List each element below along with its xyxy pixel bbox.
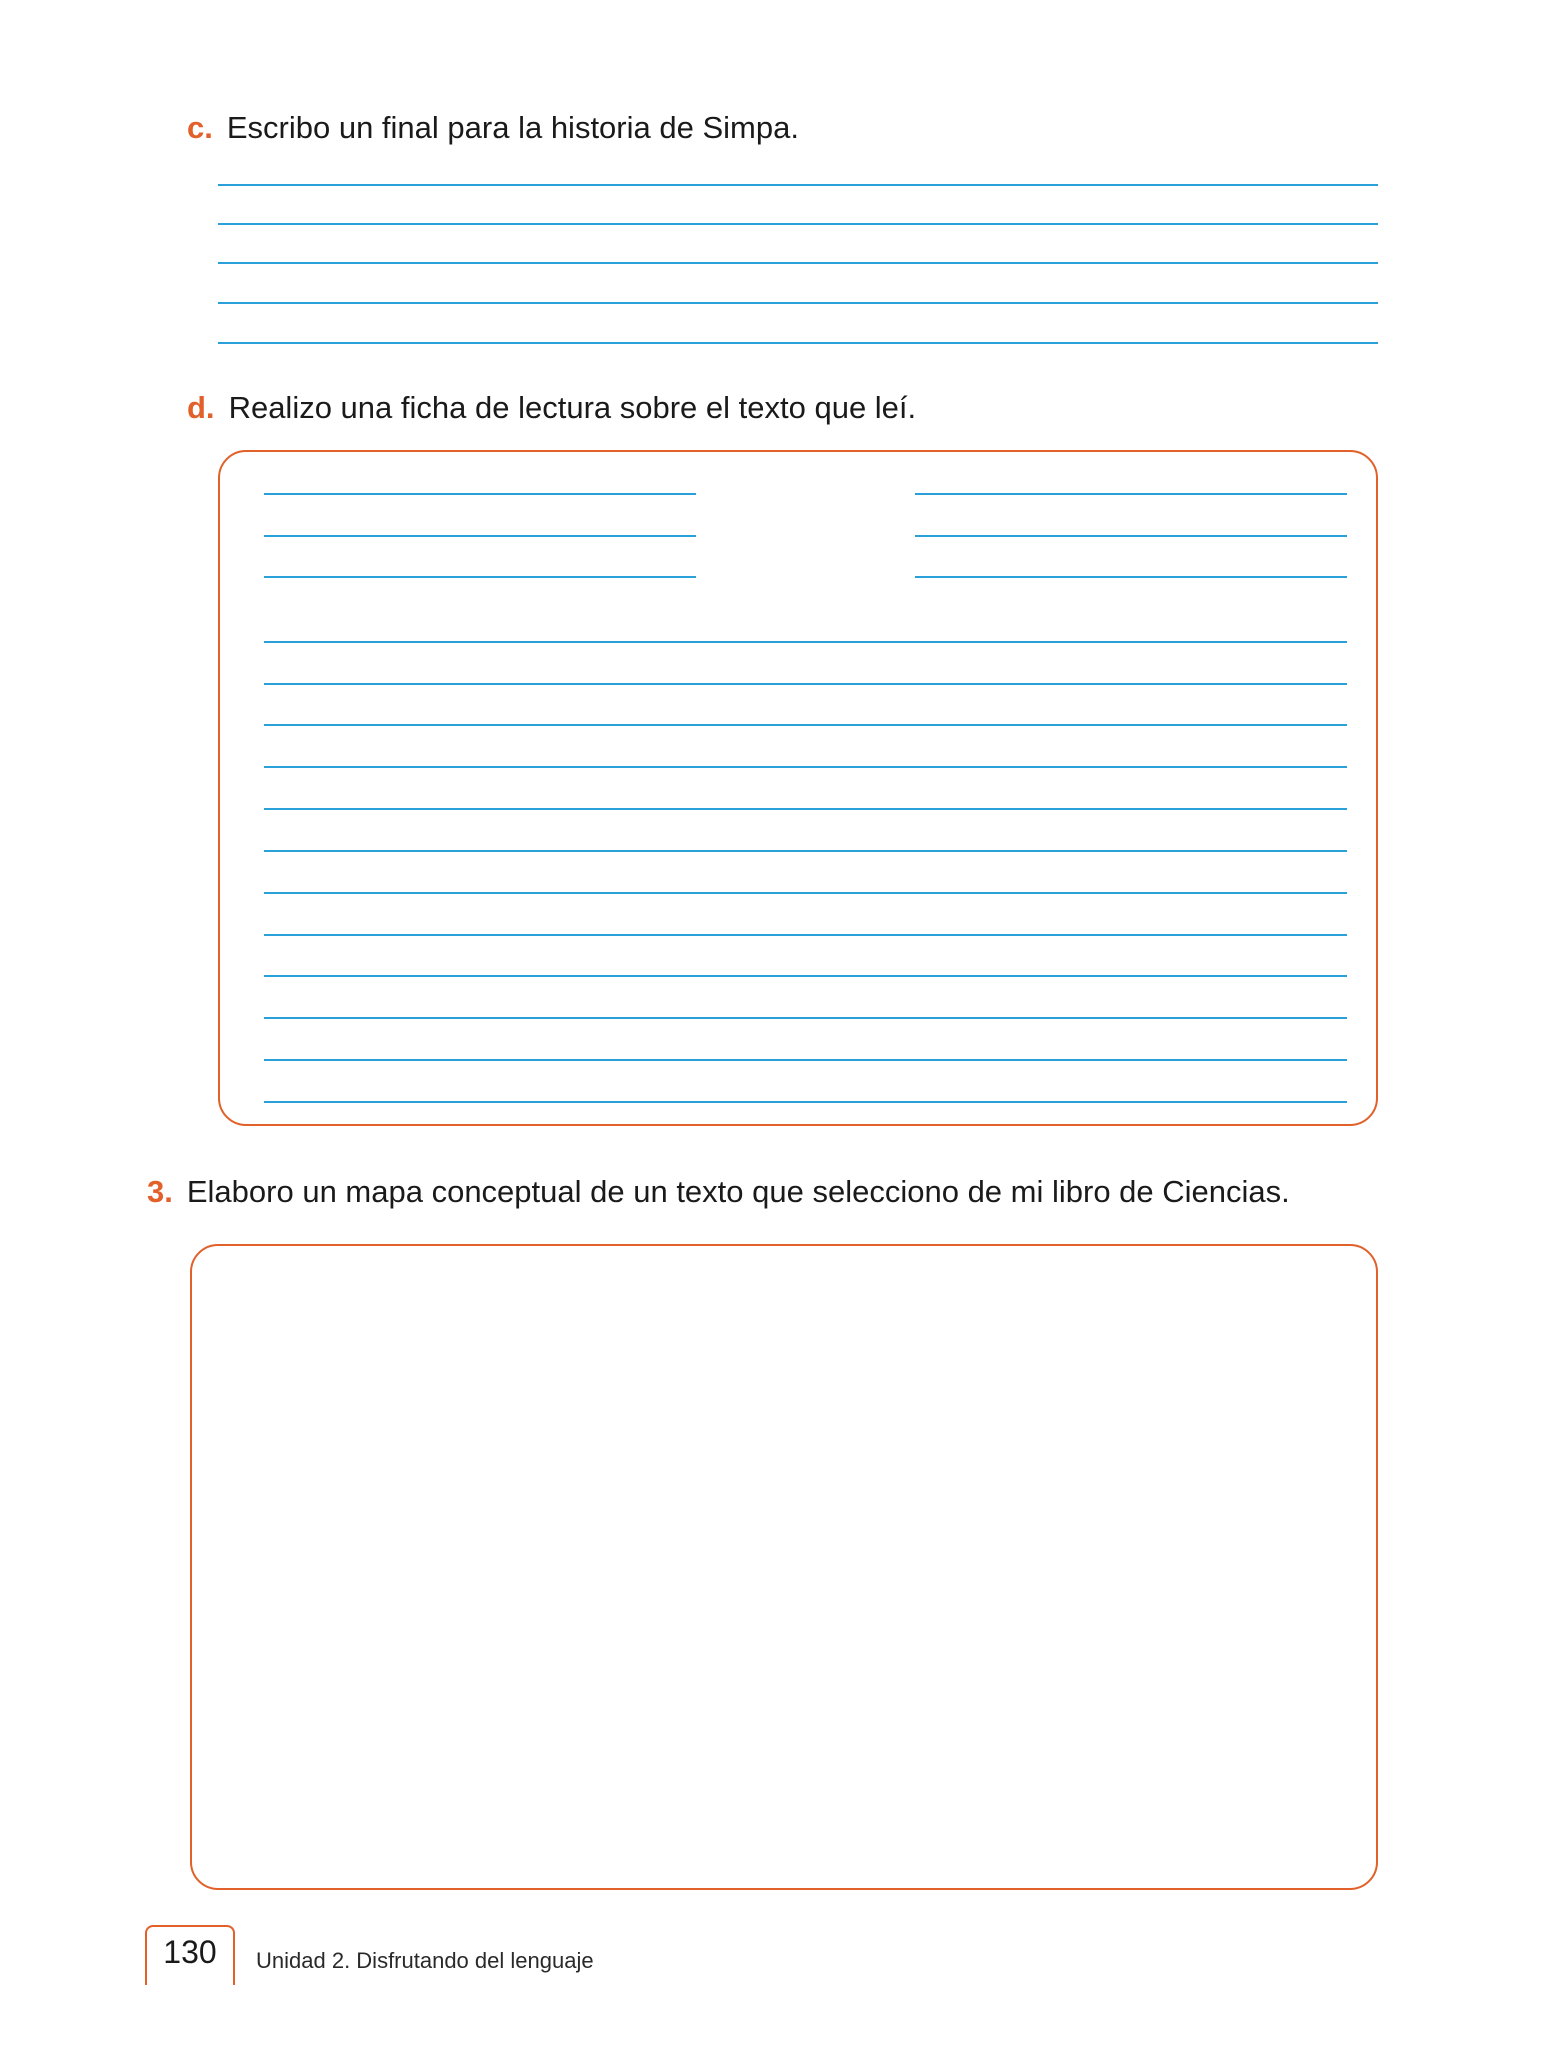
writing-line[interactable] bbox=[264, 493, 696, 495]
writing-line[interactable] bbox=[915, 493, 1347, 495]
writing-line[interactable] bbox=[264, 850, 1347, 852]
page-number: 130 bbox=[163, 1934, 217, 1970]
writing-line[interactable] bbox=[264, 766, 1347, 768]
writing-line[interactable] bbox=[264, 1101, 1347, 1103]
concept-map-box[interactable] bbox=[190, 1244, 1378, 1890]
item-3-prompt bbox=[147, 1176, 1290, 1207]
item-d-marker: d. bbox=[187, 390, 215, 425]
page-number-tab bbox=[145, 1925, 235, 1985]
item-3-text: Elaboro un mapa conceptual de un texto que selecciono de mi libro de Ciencias. bbox=[186, 1174, 1290, 1209]
writing-line[interactable] bbox=[264, 892, 1347, 894]
item-c-marker: c. bbox=[187, 110, 213, 145]
writing-line[interactable] bbox=[264, 641, 1347, 643]
writing-line[interactable] bbox=[915, 576, 1347, 578]
item-3-marker: 3. bbox=[147, 1174, 173, 1209]
writing-line[interactable] bbox=[264, 683, 1347, 685]
writing-line[interactable] bbox=[218, 223, 1378, 225]
writing-line[interactable] bbox=[264, 808, 1347, 810]
writing-line[interactable] bbox=[264, 975, 1347, 977]
writing-line[interactable] bbox=[218, 342, 1378, 344]
unit-title: Unidad 2. Disfrutando del lenguaje bbox=[256, 1948, 594, 1973]
writing-line[interactable] bbox=[264, 1017, 1347, 1019]
writing-line[interactable] bbox=[264, 724, 1347, 726]
writing-line[interactable] bbox=[218, 302, 1378, 304]
writing-line[interactable] bbox=[264, 535, 696, 537]
writing-line[interactable] bbox=[218, 184, 1378, 186]
item-c-prompt bbox=[187, 112, 799, 143]
writing-line[interactable] bbox=[264, 576, 696, 578]
item-d-prompt bbox=[187, 392, 916, 423]
writing-line[interactable] bbox=[915, 535, 1347, 537]
item-d-text: Realizo una ficha de lectura sobre el texto que leí. bbox=[228, 390, 917, 425]
writing-line[interactable] bbox=[218, 262, 1378, 264]
writing-line[interactable] bbox=[264, 1059, 1347, 1061]
writing-line[interactable] bbox=[264, 934, 1347, 936]
reading-card-box[interactable] bbox=[218, 450, 1378, 1126]
item-c-text: Escribo un final para la historia de Simpa. bbox=[226, 110, 799, 145]
